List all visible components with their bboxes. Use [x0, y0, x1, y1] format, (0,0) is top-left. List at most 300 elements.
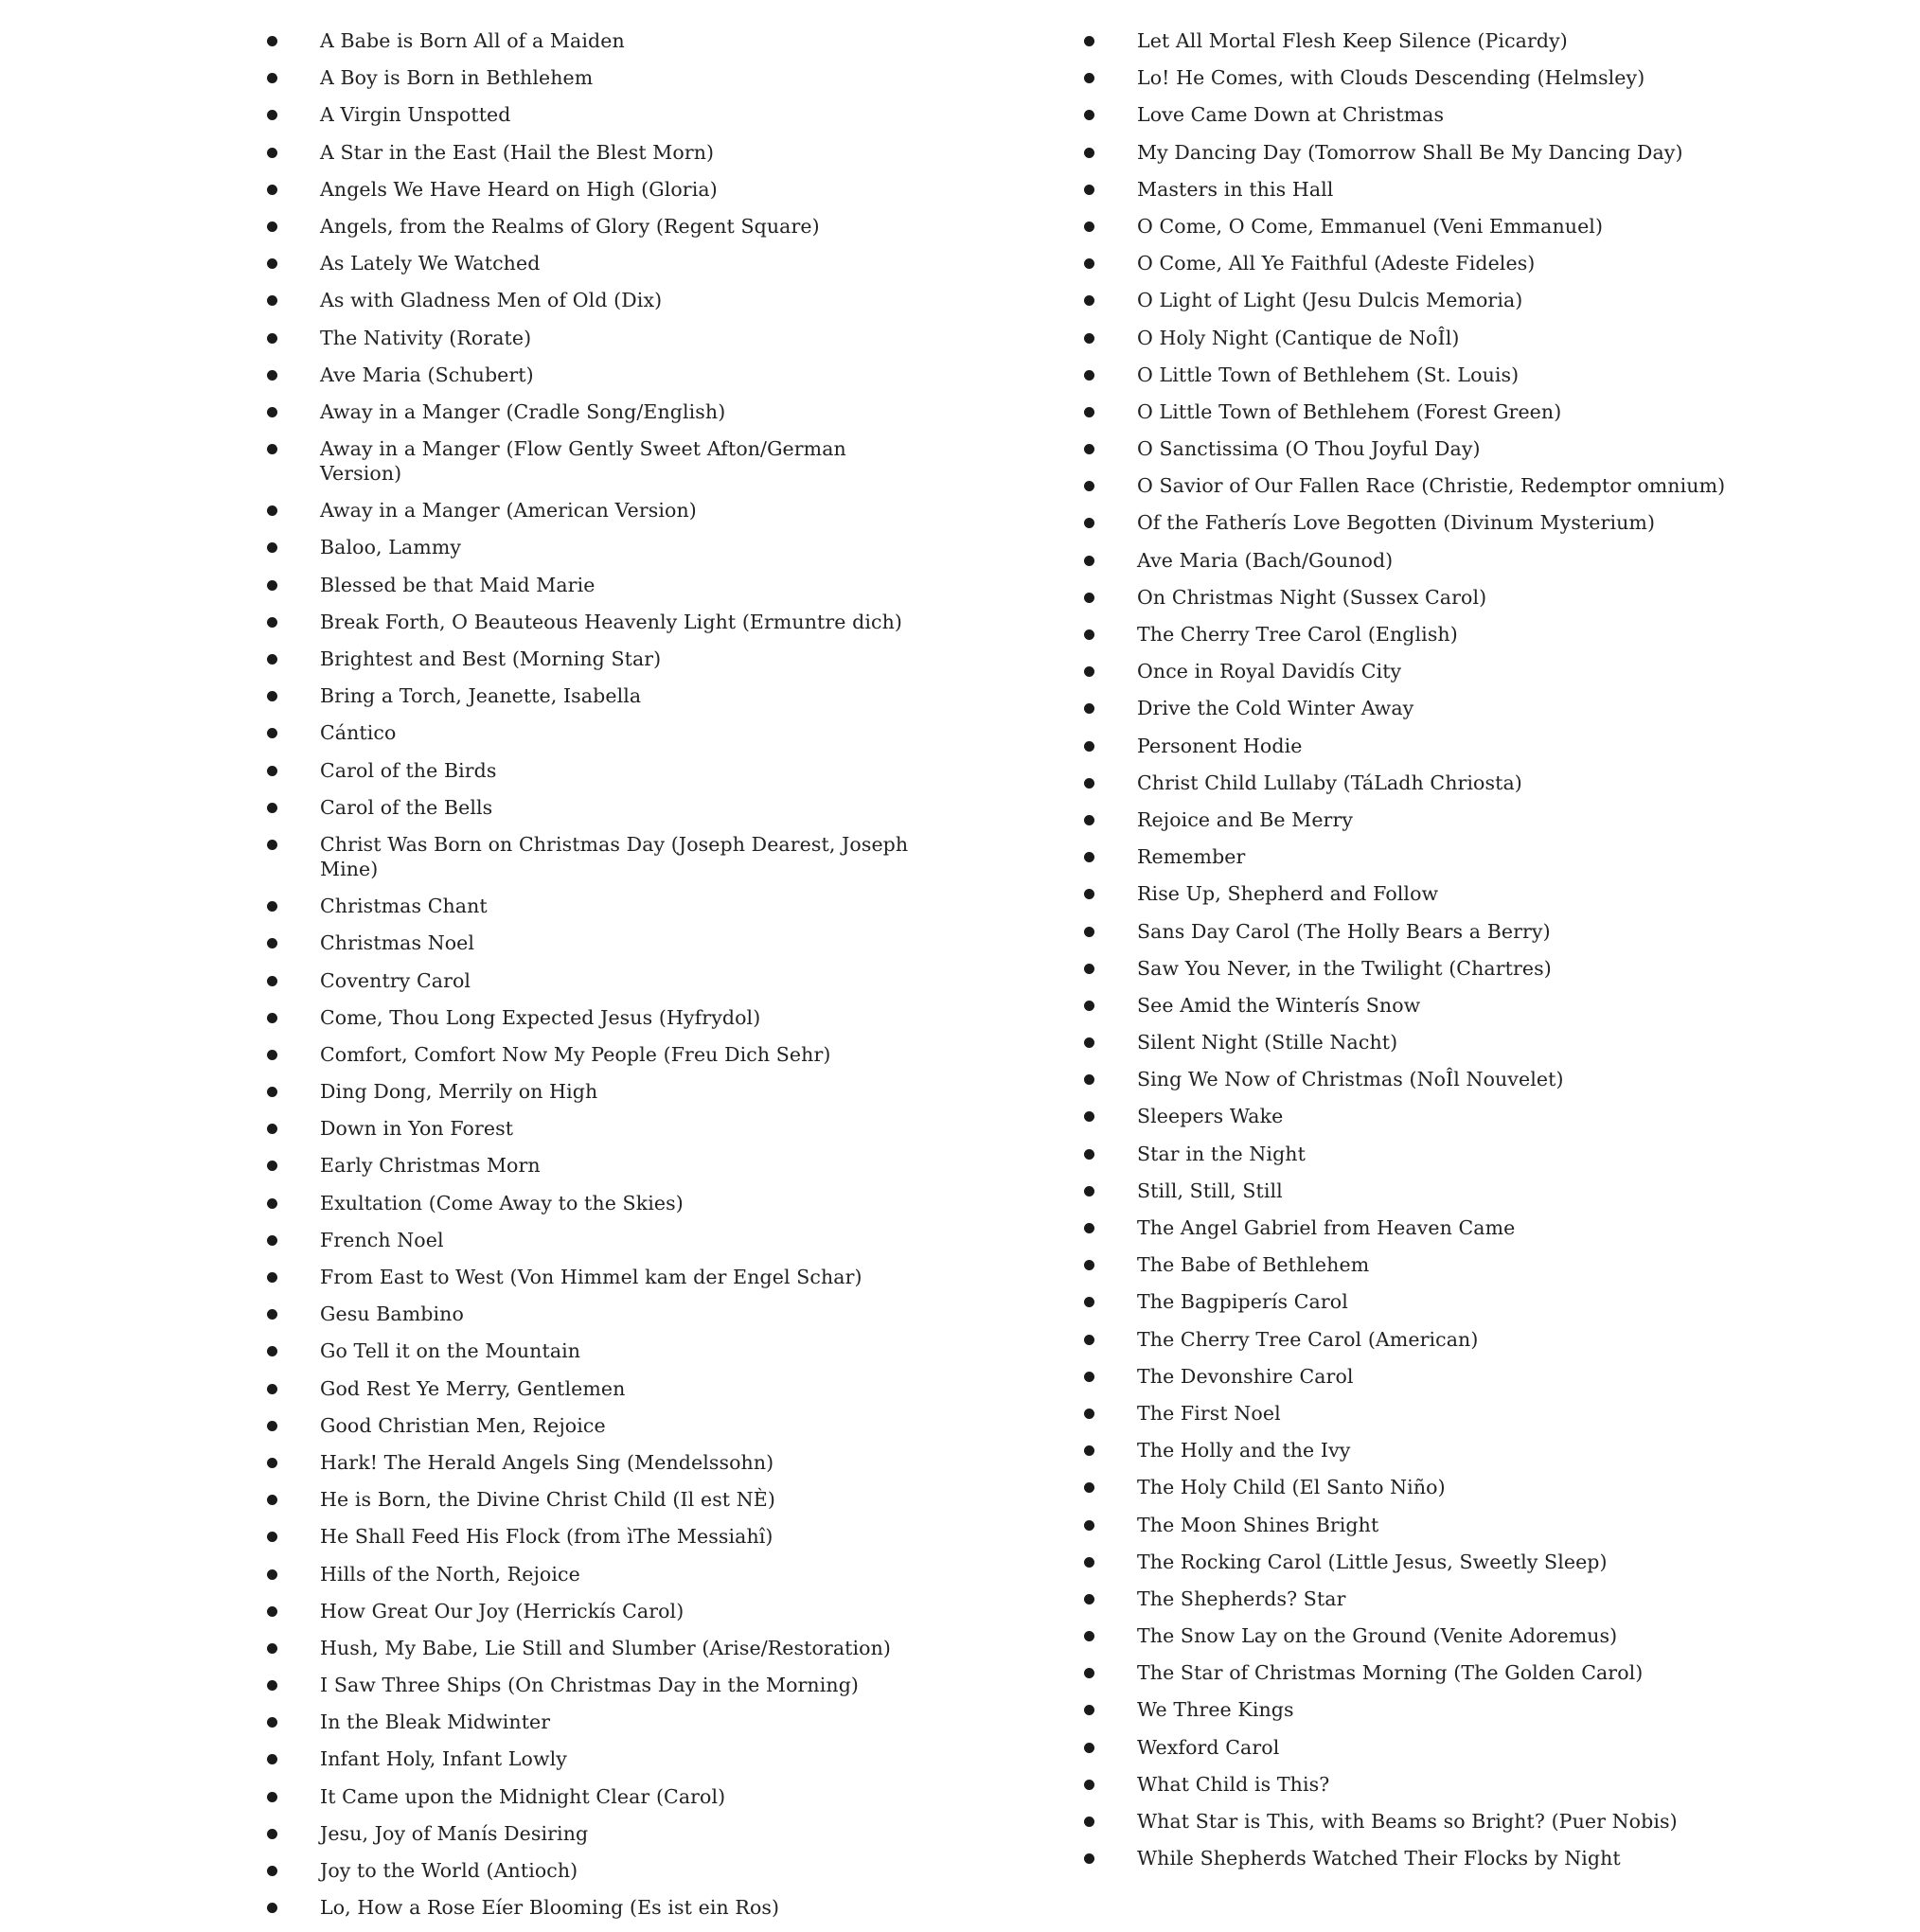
list-item	[1073, 1475, 1792, 1499]
bullet-icon	[1084, 1001, 1094, 1011]
bullet-icon	[1084, 1482, 1094, 1493]
carol-title: Angels, from the Realms of Glory (Regent Square)	[320, 214, 820, 238]
list-item	[256, 1858, 918, 1883]
list-item	[256, 720, 918, 745]
list-item	[1073, 1660, 1792, 1685]
carol-title: Gesu Bambino	[320, 1303, 464, 1326]
list-item	[256, 931, 918, 955]
bullet-icon	[267, 1829, 277, 1839]
carol-title: Drive the Cold Winter Away	[1137, 697, 1414, 720]
bullet-icon	[1084, 333, 1094, 344]
list-item	[256, 1302, 918, 1326]
bullet-icon	[1084, 1297, 1094, 1307]
bullet-icon	[267, 110, 277, 120]
carol-title: The Moon Shines Bright	[1137, 1513, 1379, 1536]
list-item	[256, 1562, 918, 1586]
list-item	[1073, 1067, 1792, 1091]
list-item	[256, 1191, 918, 1215]
carol-title: I Saw Three Ships (On Christmas Day in the Morning)	[320, 1674, 860, 1697]
carol-title: Jesu, Joy of Manís Desiring	[320, 1821, 589, 1845]
bullet-icon	[267, 654, 277, 665]
list-item	[256, 535, 918, 559]
list-item	[256, 610, 918, 634]
list-item	[1073, 771, 1792, 795]
bullet-icon	[267, 295, 277, 306]
list-item	[1073, 65, 1792, 90]
carol-title: Sleepers Wake	[1137, 1105, 1284, 1128]
list-item	[256, 1228, 918, 1252]
bullet-icon	[1084, 1853, 1094, 1864]
list-item	[1073, 956, 1792, 981]
bullet-icon	[1084, 629, 1094, 640]
list-item	[1073, 585, 1792, 610]
bullet-icon	[267, 36, 277, 46]
carol-title: Hush, My Babe, Lie Still and Slumber (Arise/Restoration)	[320, 1636, 892, 1659]
bullet-icon	[267, 1792, 277, 1802]
list-item	[1073, 1215, 1792, 1240]
carol-title: The Babe of Bethlehem	[1137, 1253, 1370, 1277]
bullet-icon	[267, 1272, 277, 1283]
list-item	[256, 28, 918, 53]
list-item	[1073, 1697, 1792, 1722]
list-item	[1073, 1252, 1792, 1277]
carol-title: Of the Fatherís Love Begotten (Divinum Mysterium)	[1137, 511, 1656, 535]
bullet-icon	[1084, 1743, 1094, 1753]
list-item	[256, 363, 918, 387]
carol-title: Away in a Manger (Cradle Song/English)	[320, 399, 726, 423]
list-item	[256, 1821, 918, 1846]
carol-title: O Light of Light (Jesu Dulcis Memoria)	[1137, 289, 1523, 312]
list-item	[1073, 251, 1792, 275]
bullet-icon	[1084, 1631, 1094, 1641]
list-item	[1073, 548, 1792, 573]
list-item	[1073, 1327, 1792, 1352]
list-item	[256, 1710, 918, 1734]
carol-title: On Christmas Night (Sussex Carol)	[1137, 585, 1487, 609]
carol-title: O Little Town of Bethlehem (Forest Green)	[1137, 399, 1562, 423]
carol-title: In the Bleak Midwinter	[320, 1710, 551, 1734]
list-item	[256, 65, 918, 90]
list-item	[1073, 1364, 1792, 1389]
bullet-icon	[1084, 295, 1094, 306]
carol-title: Coventry Carol	[320, 968, 471, 992]
carol-title: While Shepherds Watched Their Flocks by Night	[1137, 1847, 1621, 1870]
carol-title: A Boy is Born in Bethlehem	[320, 66, 594, 90]
carol-title: As Lately We Watched	[320, 252, 541, 275]
carol-title: Remember	[1137, 845, 1246, 869]
carol-title: A Star in the East (Hail the Blest Morn)	[320, 140, 715, 164]
bullet-icon	[1084, 1557, 1094, 1568]
bullet-icon	[1084, 1260, 1094, 1270]
carol-title: Ding Dong, Merrily on High	[320, 1080, 598, 1104]
carol-title: Saw You Never, in the Twilight (Chartres)	[1137, 956, 1552, 980]
carol-title: Infant Holy, Infant Lowly	[320, 1747, 567, 1771]
list-item	[1073, 1809, 1792, 1834]
list-item	[256, 1895, 918, 1920]
carol-title: Still, Still, Still	[1137, 1179, 1283, 1202]
list-item	[1073, 1030, 1792, 1055]
bullet-icon	[1084, 1223, 1094, 1233]
carol-title: The Angel Gabriel from Heaven Came	[1137, 1216, 1516, 1239]
carol-title: Joy to the World (Antioch)	[320, 1859, 578, 1882]
carol-title: A Virgin Unspotted	[320, 103, 511, 127]
list-item	[1073, 1438, 1792, 1462]
carol-title: A Babe is Born All of a Maiden	[320, 29, 625, 52]
list-item	[256, 1599, 918, 1623]
list-item	[256, 832, 918, 881]
bullet-icon	[1084, 258, 1094, 269]
bullet-icon	[1084, 1780, 1094, 1790]
bullet-icon	[267, 1866, 277, 1876]
bullet-icon	[1084, 1074, 1094, 1085]
list-item	[1073, 140, 1792, 165]
carol-title: Baloo, Lammy	[320, 536, 462, 559]
carol-title: Carol of the Bells	[320, 795, 493, 819]
bullet-icon	[1084, 36, 1094, 46]
list-item	[256, 647, 918, 671]
carol-title: Angels We Have Heard on High (Gloria)	[320, 177, 718, 201]
bullet-icon	[1084, 481, 1094, 491]
bullet-icon	[1084, 556, 1094, 566]
carol-title: From East to West (Von Himmel kam der Engel Schar)	[320, 1266, 862, 1288]
bullet-icon	[267, 1346, 277, 1356]
list-item	[256, 683, 918, 708]
carol-title: The Shepherds? Star	[1137, 1586, 1346, 1610]
carol-title: As with Gladness Men of Old (Dix)	[320, 289, 663, 312]
carol-title: O Come, O Come, Emmanuel (Veni Emmanuel)	[1137, 214, 1604, 238]
bullet-icon	[267, 444, 277, 454]
carol-title: We Three Kings	[1137, 1698, 1294, 1722]
bullet-icon	[1084, 815, 1094, 825]
bullet-icon	[267, 1643, 277, 1654]
list-item	[256, 795, 918, 820]
bullet-icon	[267, 938, 277, 948]
list-item	[256, 326, 918, 350]
carol-title: The First Noel	[1137, 1401, 1281, 1425]
bullet-icon	[267, 1421, 277, 1431]
bullet-icon	[1084, 778, 1094, 789]
list-item	[256, 1042, 918, 1067]
list-item	[256, 288, 918, 312]
carol-title: Silent Night (Stille Nacht)	[1137, 1031, 1398, 1055]
list-item	[1073, 363, 1792, 387]
carol-title: Come, Thou Long Expected Jesus (Hyfrydol)	[320, 1005, 761, 1029]
list-item	[256, 1413, 918, 1438]
bullet-icon	[1084, 110, 1094, 120]
bullet-icon	[1084, 370, 1094, 381]
carol-title: Ave Maria (Bach/Gounod)	[1137, 548, 1394, 572]
bullet-icon	[267, 1050, 277, 1060]
carol-title: Wexford Carol	[1137, 1735, 1280, 1759]
list-item	[1073, 1142, 1792, 1166]
carol-title: Christ Child Lullaby (TáLadh Chriosta)	[1137, 771, 1522, 794]
bullet-icon	[267, 1532, 277, 1542]
carol-title: My Dancing Day (Tomorrow Shall Be My Dancing Day)	[1137, 140, 1683, 164]
bullet-icon	[267, 617, 277, 628]
bullet-icon	[1084, 1149, 1094, 1160]
list-item	[1073, 1735, 1792, 1760]
carol-title: The Rocking Carol (Little Jesus, Sweetly Sleep)	[1137, 1550, 1608, 1573]
carol-title: He Shall Feed His Flock (from ìThe Messiahî)	[320, 1525, 773, 1549]
list-item	[256, 1746, 918, 1771]
list-item	[1073, 1772, 1792, 1797]
bullet-icon	[1084, 222, 1094, 232]
list-item	[1073, 214, 1792, 239]
carol-title: Masters in this Hall	[1137, 177, 1334, 201]
carol-title: Away in a Manger (Flow Gently Sweet Afton/German Version)	[320, 437, 846, 486]
bullet-icon	[1084, 185, 1094, 195]
list-item	[1073, 1623, 1792, 1648]
carol-title: O Little Town of Bethlehem (St. Louis)	[1137, 363, 1520, 386]
bullet-icon	[1084, 1037, 1094, 1048]
list-item	[256, 140, 918, 165]
carol-title: O Savior of Our Fallen Race (Christie, Redemptor omnium)	[1137, 474, 1726, 498]
list-item	[256, 498, 918, 523]
bullet-icon	[267, 505, 277, 516]
carol-title: Sing We Now of Christmas (NoÎl Nouvelet)	[1137, 1068, 1564, 1091]
list-item	[256, 399, 918, 424]
carol-title: Bring a Torch, Jeanette, Isabella	[320, 684, 642, 708]
bullet-icon	[267, 1087, 277, 1097]
list-item	[1073, 1401, 1792, 1426]
carol-title: Love Came Down at Christmas	[1137, 103, 1445, 127]
carol-title: Cántico	[320, 721, 397, 745]
carol-title: The Nativity (Rorate)	[320, 326, 532, 349]
carol-title: Good Christian Men, Rejoice	[320, 1413, 606, 1437]
list-item	[1073, 622, 1792, 647]
bullet-icon	[1084, 927, 1094, 937]
list-item	[256, 968, 918, 993]
bullet-icon	[267, 1903, 277, 1913]
list-item	[1073, 1289, 1792, 1314]
bullet-icon	[267, 803, 277, 813]
carol-title: Rise Up, Shepherd and Follow	[1137, 882, 1439, 906]
list-item	[1073, 919, 1792, 944]
bullet-icon	[267, 1754, 277, 1764]
carol-list-left-column	[256, 28, 918, 1932]
list-item	[1073, 436, 1792, 461]
carol-title: Once in Royal Davidís City	[1137, 660, 1402, 683]
bullet-icon	[267, 1717, 277, 1728]
bullet-icon	[267, 1161, 277, 1171]
list-item	[1073, 1846, 1792, 1870]
carol-title: French Noel	[320, 1228, 444, 1251]
list-item	[256, 177, 918, 202]
bullet-icon	[1084, 1445, 1094, 1456]
bullet-icon	[1084, 666, 1094, 677]
bullet-icon	[1084, 964, 1094, 974]
carol-title: The Holy Child (El Santo Niño)	[1137, 1476, 1446, 1499]
bullet-icon	[267, 1458, 277, 1468]
carol-list-right-column	[1073, 28, 1792, 1883]
bullet-icon	[1084, 1520, 1094, 1531]
bullet-icon	[267, 370, 277, 381]
bullet-icon	[267, 1680, 277, 1691]
list-item	[1073, 807, 1792, 832]
bullet-icon	[267, 1309, 277, 1320]
carol-title: How Great Our Joy (Herrickís Carol)	[320, 1599, 684, 1622]
bullet-icon	[1084, 407, 1094, 417]
bullet-icon	[1084, 1111, 1094, 1122]
bullet-icon	[267, 976, 277, 986]
list-item	[1073, 1104, 1792, 1128]
list-item	[256, 758, 918, 783]
list-item	[1073, 881, 1792, 906]
carol-title: Ave Maria (Schubert)	[320, 363, 534, 386]
list-item	[256, 1673, 918, 1697]
bullet-icon	[267, 1569, 277, 1580]
bullet-icon	[1084, 703, 1094, 714]
carol-title: Let All Mortal Flesh Keep Silence (Picardy)	[1137, 29, 1568, 52]
bullet-icon	[1084, 444, 1094, 454]
bullet-icon	[1084, 1594, 1094, 1604]
bullet-icon	[1084, 1186, 1094, 1196]
bullet-icon	[267, 148, 277, 158]
list-item	[1073, 177, 1792, 202]
carol-title: Christ Was Born on Christmas Day (Joseph Dearest, Joseph Mine)	[320, 832, 909, 880]
carol-title: Exultation (Come Away to the Skies)	[320, 1191, 684, 1214]
bullet-icon	[1084, 852, 1094, 862]
bullet-icon	[267, 840, 277, 850]
bullet-icon	[267, 73, 277, 83]
list-item	[256, 1784, 918, 1809]
carol-title: O Sanctissima (O Thou Joyful Day)	[1137, 437, 1481, 461]
list-item	[1073, 28, 1792, 53]
bullet-icon	[267, 766, 277, 776]
carol-title: The Star of Christmas Morning (The Golden Carol)	[1137, 1661, 1644, 1685]
bullet-icon	[1084, 889, 1094, 899]
list-item	[1073, 696, 1792, 720]
bullet-icon	[1084, 518, 1094, 528]
bullet-icon	[267, 258, 277, 269]
carol-title: The Cherry Tree Carol (American)	[1137, 1327, 1479, 1351]
carol-title: What Child is This?	[1137, 1772, 1330, 1796]
list-item	[256, 1636, 918, 1660]
bullet-icon	[1084, 148, 1094, 158]
list-item	[1073, 399, 1792, 424]
carol-title: See Amid the Winterís Snow	[1137, 993, 1421, 1017]
list-item	[256, 894, 918, 918]
list-item	[1073, 1550, 1792, 1574]
bullet-icon	[1084, 73, 1094, 83]
carol-title: Personent Hodie	[1137, 734, 1303, 757]
carol-title: The Cherry Tree Carol (English)	[1137, 623, 1458, 646]
carol-title: Hills of the North, Rejoice	[320, 1562, 580, 1586]
carol-title: Down in Yon Forest	[320, 1117, 514, 1141]
carol-title: The Holly and the Ivy	[1137, 1439, 1351, 1462]
carol-title: Comfort, Comfort Now My People (Freu Dich Sehr)	[320, 1042, 831, 1066]
carol-title: Christmas Chant	[320, 895, 488, 918]
carol-title: God Rest Ye Merry, Gentlemen	[320, 1376, 626, 1400]
bullet-icon	[267, 728, 277, 738]
list-item	[256, 1450, 918, 1475]
list-item	[256, 1005, 918, 1030]
bullet-icon	[267, 1013, 277, 1023]
bullet-icon	[267, 901, 277, 912]
list-item	[256, 102, 918, 127]
bullet-icon	[267, 1606, 277, 1617]
carol-title: O Come, All Ye Faithful (Adeste Fideles)	[1137, 252, 1536, 275]
bullet-icon	[1084, 1372, 1094, 1382]
carol-title: Break Forth, O Beauteous Heavenly Light (Ermuntre dich)	[320, 610, 902, 633]
carol-title: Hark! The Herald Angels Sing (Mendelssohn)	[320, 1450, 774, 1474]
carol-title: The Devonshire Carol	[1137, 1364, 1354, 1388]
carol-title: Carol of the Birds	[320, 758, 497, 782]
carol-title: The Bagpiperís Carol	[1137, 1290, 1348, 1314]
bullet-icon	[267, 185, 277, 195]
list-item	[256, 1116, 918, 1141]
bullet-icon	[267, 691, 277, 701]
list-item	[1073, 993, 1792, 1018]
list-item	[256, 1376, 918, 1401]
carol-title: Early Christmas Morn	[320, 1154, 541, 1178]
list-item	[256, 436, 918, 486]
list-item	[1073, 1179, 1792, 1203]
carol-title: It Came upon the Midnight Clear (Carol)	[320, 1784, 726, 1808]
list-item	[1073, 1586, 1792, 1611]
list-item	[1073, 844, 1792, 869]
carol-title: What Star is This, with Beams so Bright? (Puer Nobis)	[1137, 1810, 1678, 1833]
bullet-icon	[267, 1384, 277, 1394]
bullet-icon	[267, 542, 277, 553]
list-item	[256, 251, 918, 275]
bullet-icon	[1084, 593, 1094, 603]
list-item	[1073, 326, 1792, 350]
list-item	[256, 214, 918, 239]
carol-title: Sans Day Carol (The Holly Bears a Berry)	[1137, 919, 1551, 943]
bullet-icon	[267, 1235, 277, 1246]
bullet-icon	[267, 407, 277, 417]
list-item	[1073, 510, 1792, 535]
list-item	[1073, 473, 1792, 498]
bullet-icon	[1084, 1335, 1094, 1345]
bullet-icon	[267, 222, 277, 232]
bullet-icon	[1084, 741, 1094, 752]
bullet-icon	[1084, 1668, 1094, 1678]
carol-title: Lo! He Comes, with Clouds Descending (Helmsley)	[1137, 66, 1645, 90]
list-item	[1073, 659, 1792, 683]
bullet-icon	[1084, 1409, 1094, 1419]
bullet-icon	[1084, 1817, 1094, 1827]
bullet-icon	[267, 1495, 277, 1505]
list-item	[256, 1524, 918, 1549]
list-item	[1073, 734, 1792, 758]
carol-title: Rejoice and Be Merry	[1137, 807, 1354, 831]
carol-title: Christmas Noel	[320, 931, 475, 955]
list-item	[256, 1265, 918, 1289]
carol-title: Away in a Manger (American Version)	[320, 499, 697, 523]
list-item	[1073, 102, 1792, 127]
bullet-icon	[267, 580, 277, 591]
bullet-icon	[1084, 1705, 1094, 1715]
carol-title: Lo, How a Rose Eíer Blooming (Es ist ein Ros)	[320, 1896, 780, 1920]
list-item	[256, 1079, 918, 1104]
list-item	[256, 1153, 918, 1178]
carol-title: Blessed be that Maid Marie	[320, 573, 596, 596]
carol-title: The Snow Lay on the Ground (Venite Adoremus)	[1137, 1624, 1618, 1648]
list-item	[1073, 288, 1792, 312]
carol-title: O Holy Night (Cantique de NoÎl)	[1137, 326, 1460, 349]
list-item	[256, 1487, 918, 1512]
carol-title: He is Born, the Divine Christ Child (Il est NÈ)	[320, 1488, 775, 1512]
list-item	[256, 573, 918, 597]
bullet-icon	[267, 1198, 277, 1209]
list-item	[256, 1338, 918, 1363]
list-item	[1073, 1513, 1792, 1537]
bullet-icon	[267, 333, 277, 344]
carol-title: Go Tell it on the Mountain	[320, 1339, 581, 1363]
carol-title: Brightest and Best (Morning Star)	[320, 647, 662, 670]
